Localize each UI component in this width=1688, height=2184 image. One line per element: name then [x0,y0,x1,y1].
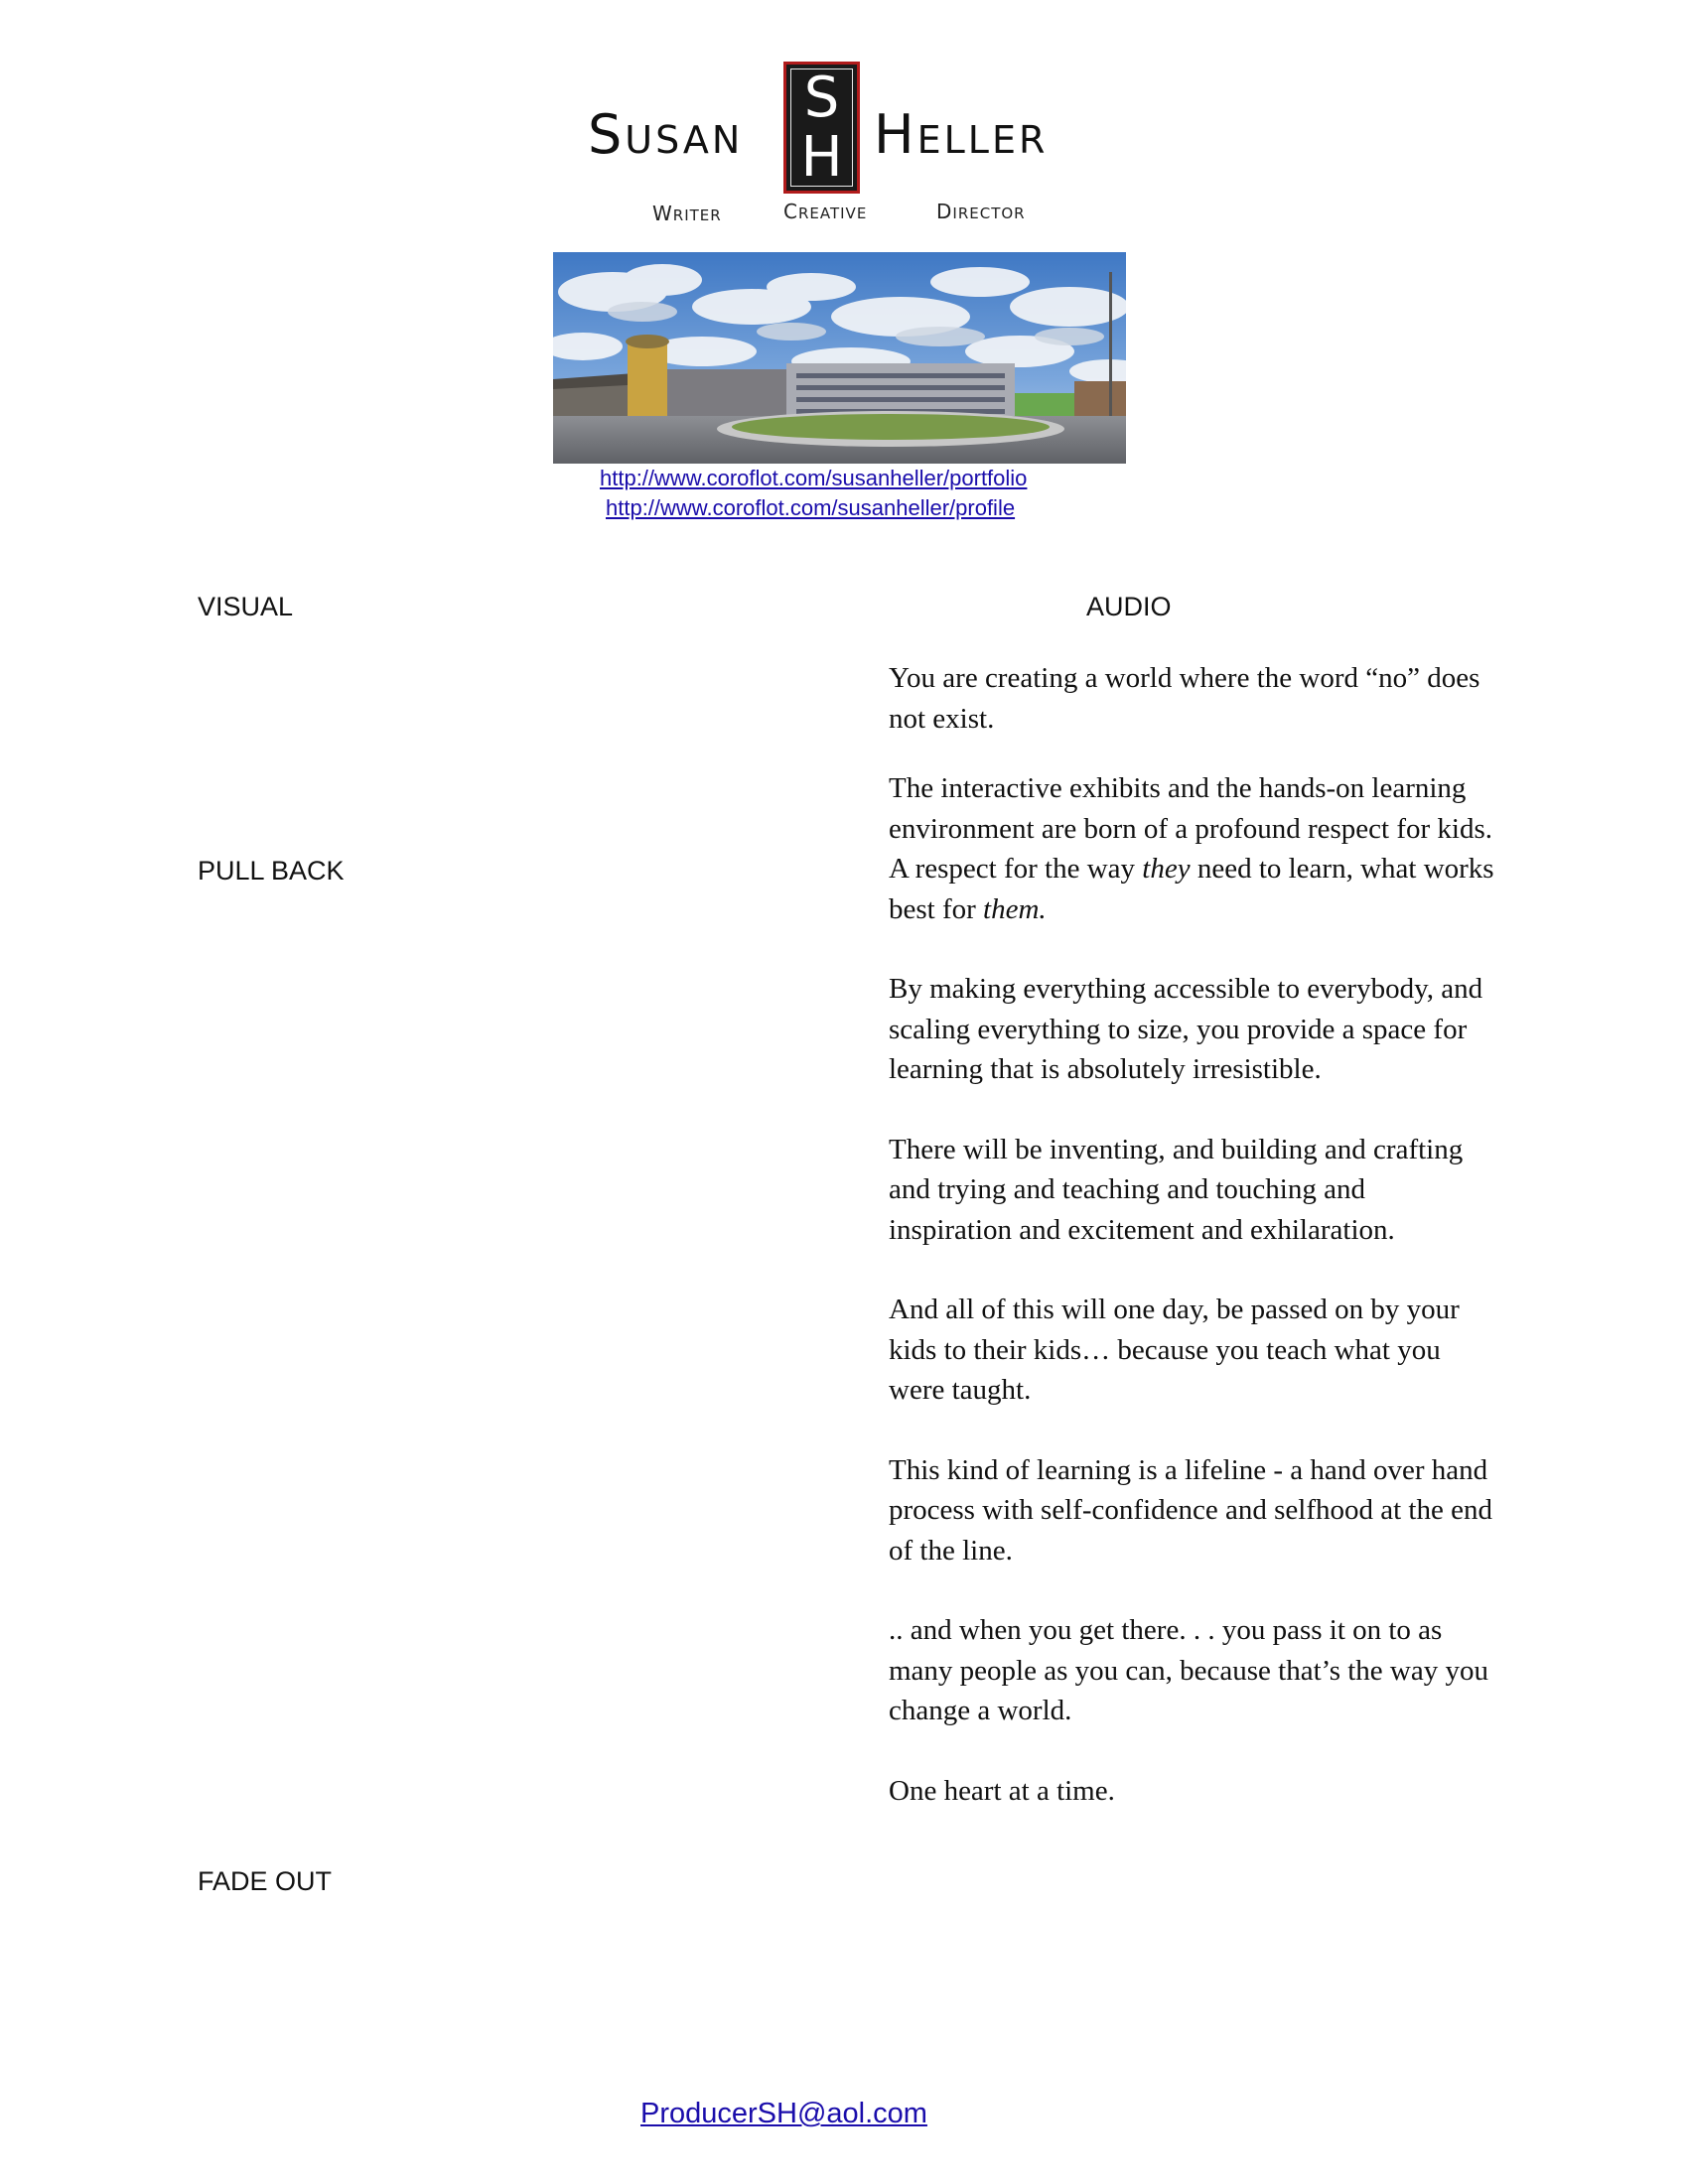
audio-heading: AUDIO [1086,592,1172,621]
audio-copy [889,658,1494,1850]
profile-link[interactable]: http://www.coroflot.com/susanheller/profile [606,495,1016,520]
visual-heading: VISUAL [198,592,294,621]
audio-paragraph: The interactive exhibits and the hands-on learning environment are born of a profound respect for kids. A respect for the way they need to learn, what works best for them. [889,772,1494,925]
role-creative: CREATIVE [783,200,868,223]
building-photo [553,252,1126,464]
audio-paragraph: One heart at a time. [889,1774,1115,1807]
audio-paragraph: You are creating a world where the word “no” does not exist. [889,662,1480,735]
role-writer: WRITER [652,202,722,225]
visual-cue-fade-out: FADE OUT [198,1866,333,1896]
audio-paragraph: .. and when you get there. . . you pass it on to as many people as you can, because that’s the way you change a world. [889,1614,1488,1726]
role-director: DIRECTOR [936,200,1026,223]
visual-cue-pull-back: PULL BACK [198,856,345,886]
logo-letter-s: S [803,66,840,130]
audio-paragraph: There will be inventing, and building and crafting and trying and teaching and touching and inspiration and excitement and exhilaration. [889,1133,1464,1246]
last-name: HELLER [874,103,1049,166]
logo-letter-h: H [800,125,843,190]
portfolio-link[interactable]: http://www.coroflot.com/susanheller/portfolio [600,466,1028,490]
audio-paragraph: By making everything accessible to everybody, and scaling everything to size, you provide a space for learning that is absolutely irresistible. [889,973,1483,1085]
sh-logo [783,62,860,194]
contact-email-link[interactable]: ProducerSH@aol.com [640,2098,927,2129]
audio-paragraph: And all of this will one day, be passed on by your kids to their kids… because you teach what you were taught. [889,1294,1460,1406]
first-name: SUSAN [588,103,744,166]
audio-paragraph: This kind of learning is a lifeline - a hand over hand process with self-confidence and selfhood at the end of the line. [889,1453,1492,1567]
